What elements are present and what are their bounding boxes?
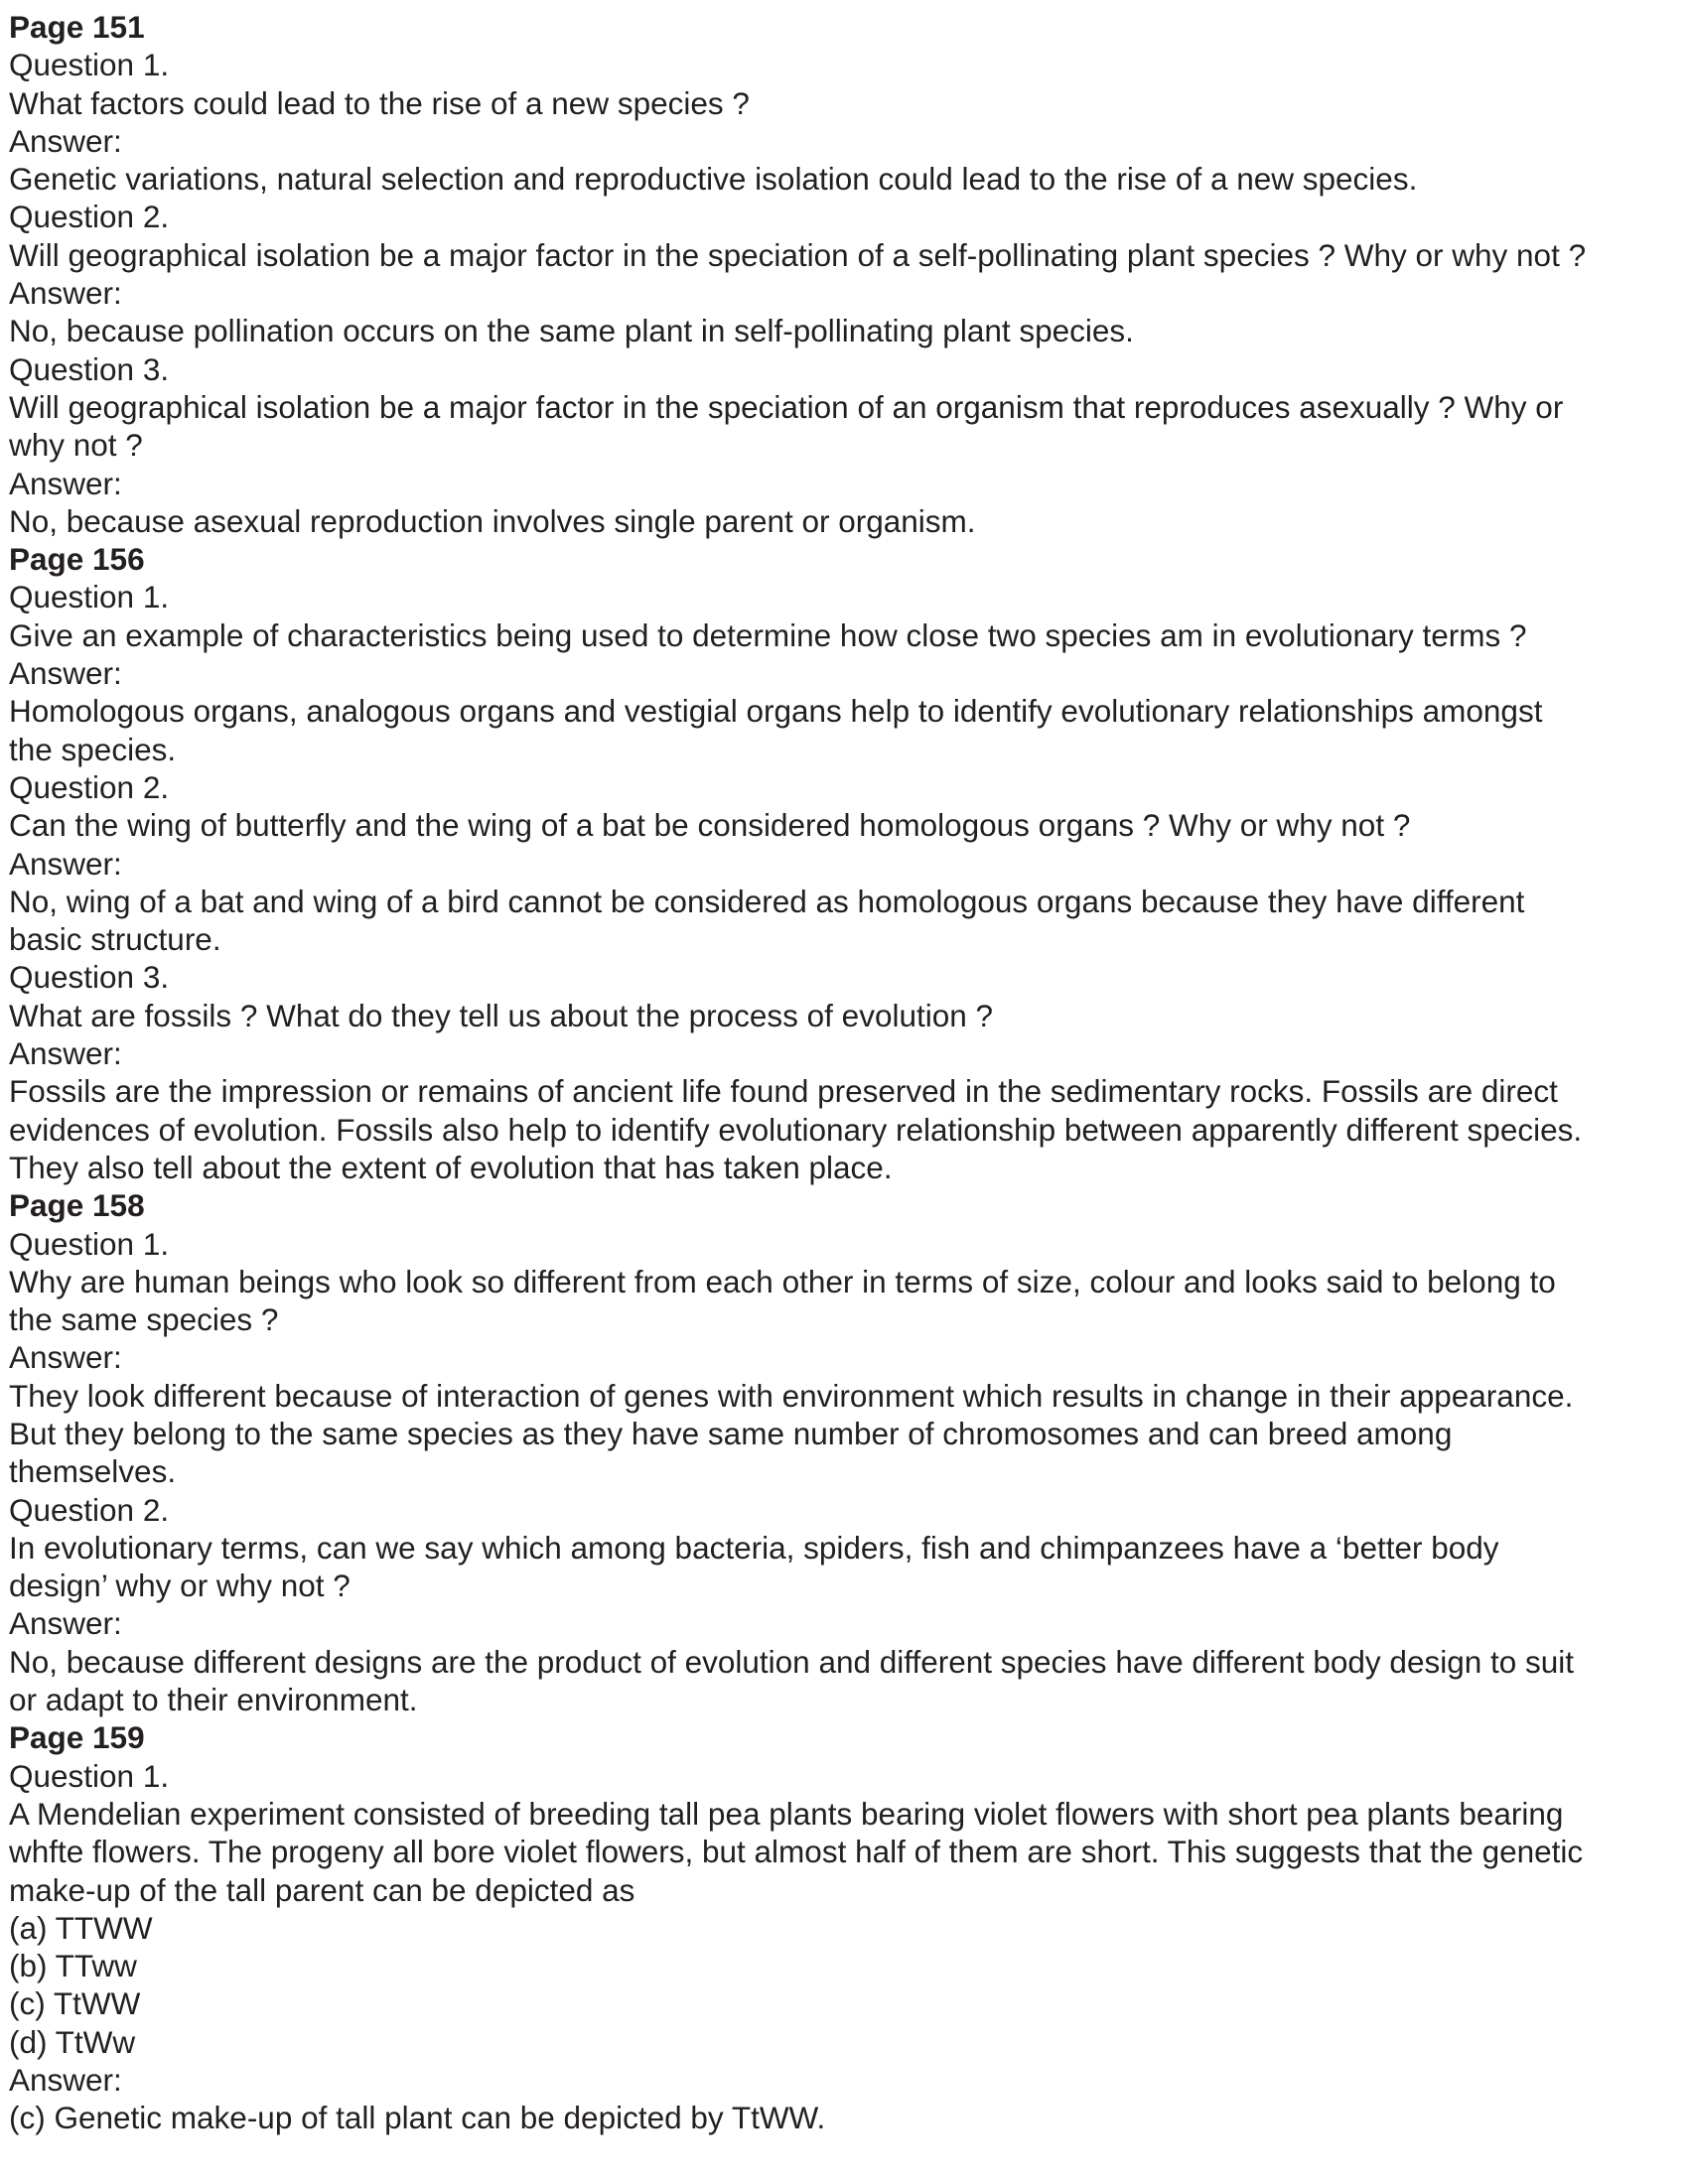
question-label: Question 3. [9,959,170,996]
question-text-line: Can the wing of butterfly and the wing of a bat be considered homologous organs ? Why or why not ? [9,807,1411,844]
question-label: Question 2. [9,1491,170,1528]
answer-text-line: Homologous organs, analogous organs and vestigial organs help to identify evolutionary relationships amongst [9,693,1543,730]
question-text-line: A Mendelian experiment consisted of breeding tall pea plants bearing violet flowers with short pea plants bearing [9,1795,1564,1832]
question-text-line: make-up of the tall parent can be depicted as [9,1871,635,1908]
question-label: Question 1. [9,1225,170,1262]
page-heading: Page 158 [9,1187,145,1224]
answer-label: Answer: [9,275,122,312]
question-text-line: What are fossils ? What do they tell us about the process of evolution ? [9,997,994,1033]
question-text-line: (a) TTWW [9,1909,153,1946]
question-label: Question 1. [9,579,170,615]
answer-text-line: (c) Genetic make-up of tall plant can be depicted by TtWW. [9,2100,826,2136]
answer-text-line: No, because different designs are the product of evolution and different species have different body design to suit [9,1643,1575,1680]
question-text-line: Will geographical isolation be a major factor in the speciation of a self-pollinating plant species ? Why or why not ? [9,236,1587,273]
question-block [9,350,1682,540]
question-text-line: why not ? [9,427,143,464]
question-block [9,1757,1682,2137]
question-label: Question 3. [9,350,170,387]
answer-label: Answer: [9,1035,122,1072]
question-block [9,198,1682,349]
question-text-line: design’ why or why not ? [9,1568,351,1604]
question-block [9,578,1682,767]
question-block [9,1225,1682,1491]
answer-label: Answer: [9,1339,122,1376]
question-text-line: the same species ? [9,1301,279,1338]
page-section [9,8,1682,540]
answer-text-line: But they belong to the same species as they have same number of chromosomes and can breed among [9,1415,1453,1451]
question-block [9,958,1682,1186]
question-label: Question 1. [9,47,170,83]
page-section [9,1718,1682,2136]
question-block [9,1491,1682,1719]
question-text-line: What factors could lead to the rise of a new species ? [9,84,750,121]
answer-text-line: the species. [9,731,177,767]
answer-text-line: themselves. [9,1453,177,1490]
answer-label: Answer: [9,2062,122,2099]
answer-label: Answer: [9,845,122,882]
question-label: Question 1. [9,1757,170,1794]
answer-text-line: Genetic variations, natural selection and reproductive isolation could lead to the rise of a new species. [9,161,1418,198]
question-text-line: (c) TtWW [9,1985,141,2022]
answer-text-line: No, wing of a bat and wing of a bird cannot be considered as homologous organs because they have different [9,883,1525,919]
page-heading: Page 156 [9,541,145,578]
page-section [9,1186,1682,1718]
answer-text-line: No, because asexual reproduction involves single parent or organism. [9,502,976,539]
answer-text-line: Fossils are the impression or remains of ancient life found preserved in the sedimentary rocks. Fossils are direct [9,1073,1558,1110]
answer-label: Answer: [9,655,122,692]
answer-label: Answer: [9,465,122,501]
answer-label: Answer: [9,122,122,159]
answer-text-line: evidences of evolution. Fossils also help to identify evolutionary relationship between apparently different species. [9,1111,1583,1148]
question-text-line: Will geographical isolation be a major factor in the speciation of an organism that reproduces asexually ? Why or [9,388,1564,425]
page-section [9,540,1682,1186]
page-heading: Page 151 [9,9,145,45]
question-text-line: Why are human beings who look so different from each other in terms of size, colour and looks said to belong to [9,1263,1556,1299]
page-heading: Page 159 [9,1719,145,1756]
document-body [9,8,1682,2137]
question-block [9,46,1682,198]
answer-text-line: No, because pollination occurs on the same plant in self-pollinating plant species. [9,313,1134,349]
question-label: Question 2. [9,199,170,235]
question-text-line: (b) TTww [9,1948,137,1984]
answer-text-line: They also tell about the extent of evolution that has taken place. [9,1149,893,1185]
answer-text-line: They look different because of interaction of genes with environment which results in change in their appearance. [9,1377,1574,1414]
question-block [9,768,1682,958]
answer-text-line: basic structure. [9,921,221,958]
answer-label: Answer: [9,1605,122,1642]
question-text-line: whfte flowers. The progeny all bore violet flowers, but almost half of them are short. This suggests that the genetic [9,1834,1584,1870]
question-text-line: Give an example of characteristics being used to determine how close two species am in evolutionary terms ? [9,616,1527,653]
question-label: Question 2. [9,768,170,805]
question-text-line: In evolutionary terms, can we say which among bacteria, spiders, fish and chimpanzees have a ‘better body [9,1529,1499,1566]
question-text-line: (d) TtWw [9,2023,136,2060]
answer-text-line: or adapt to their environment. [9,1682,418,1718]
